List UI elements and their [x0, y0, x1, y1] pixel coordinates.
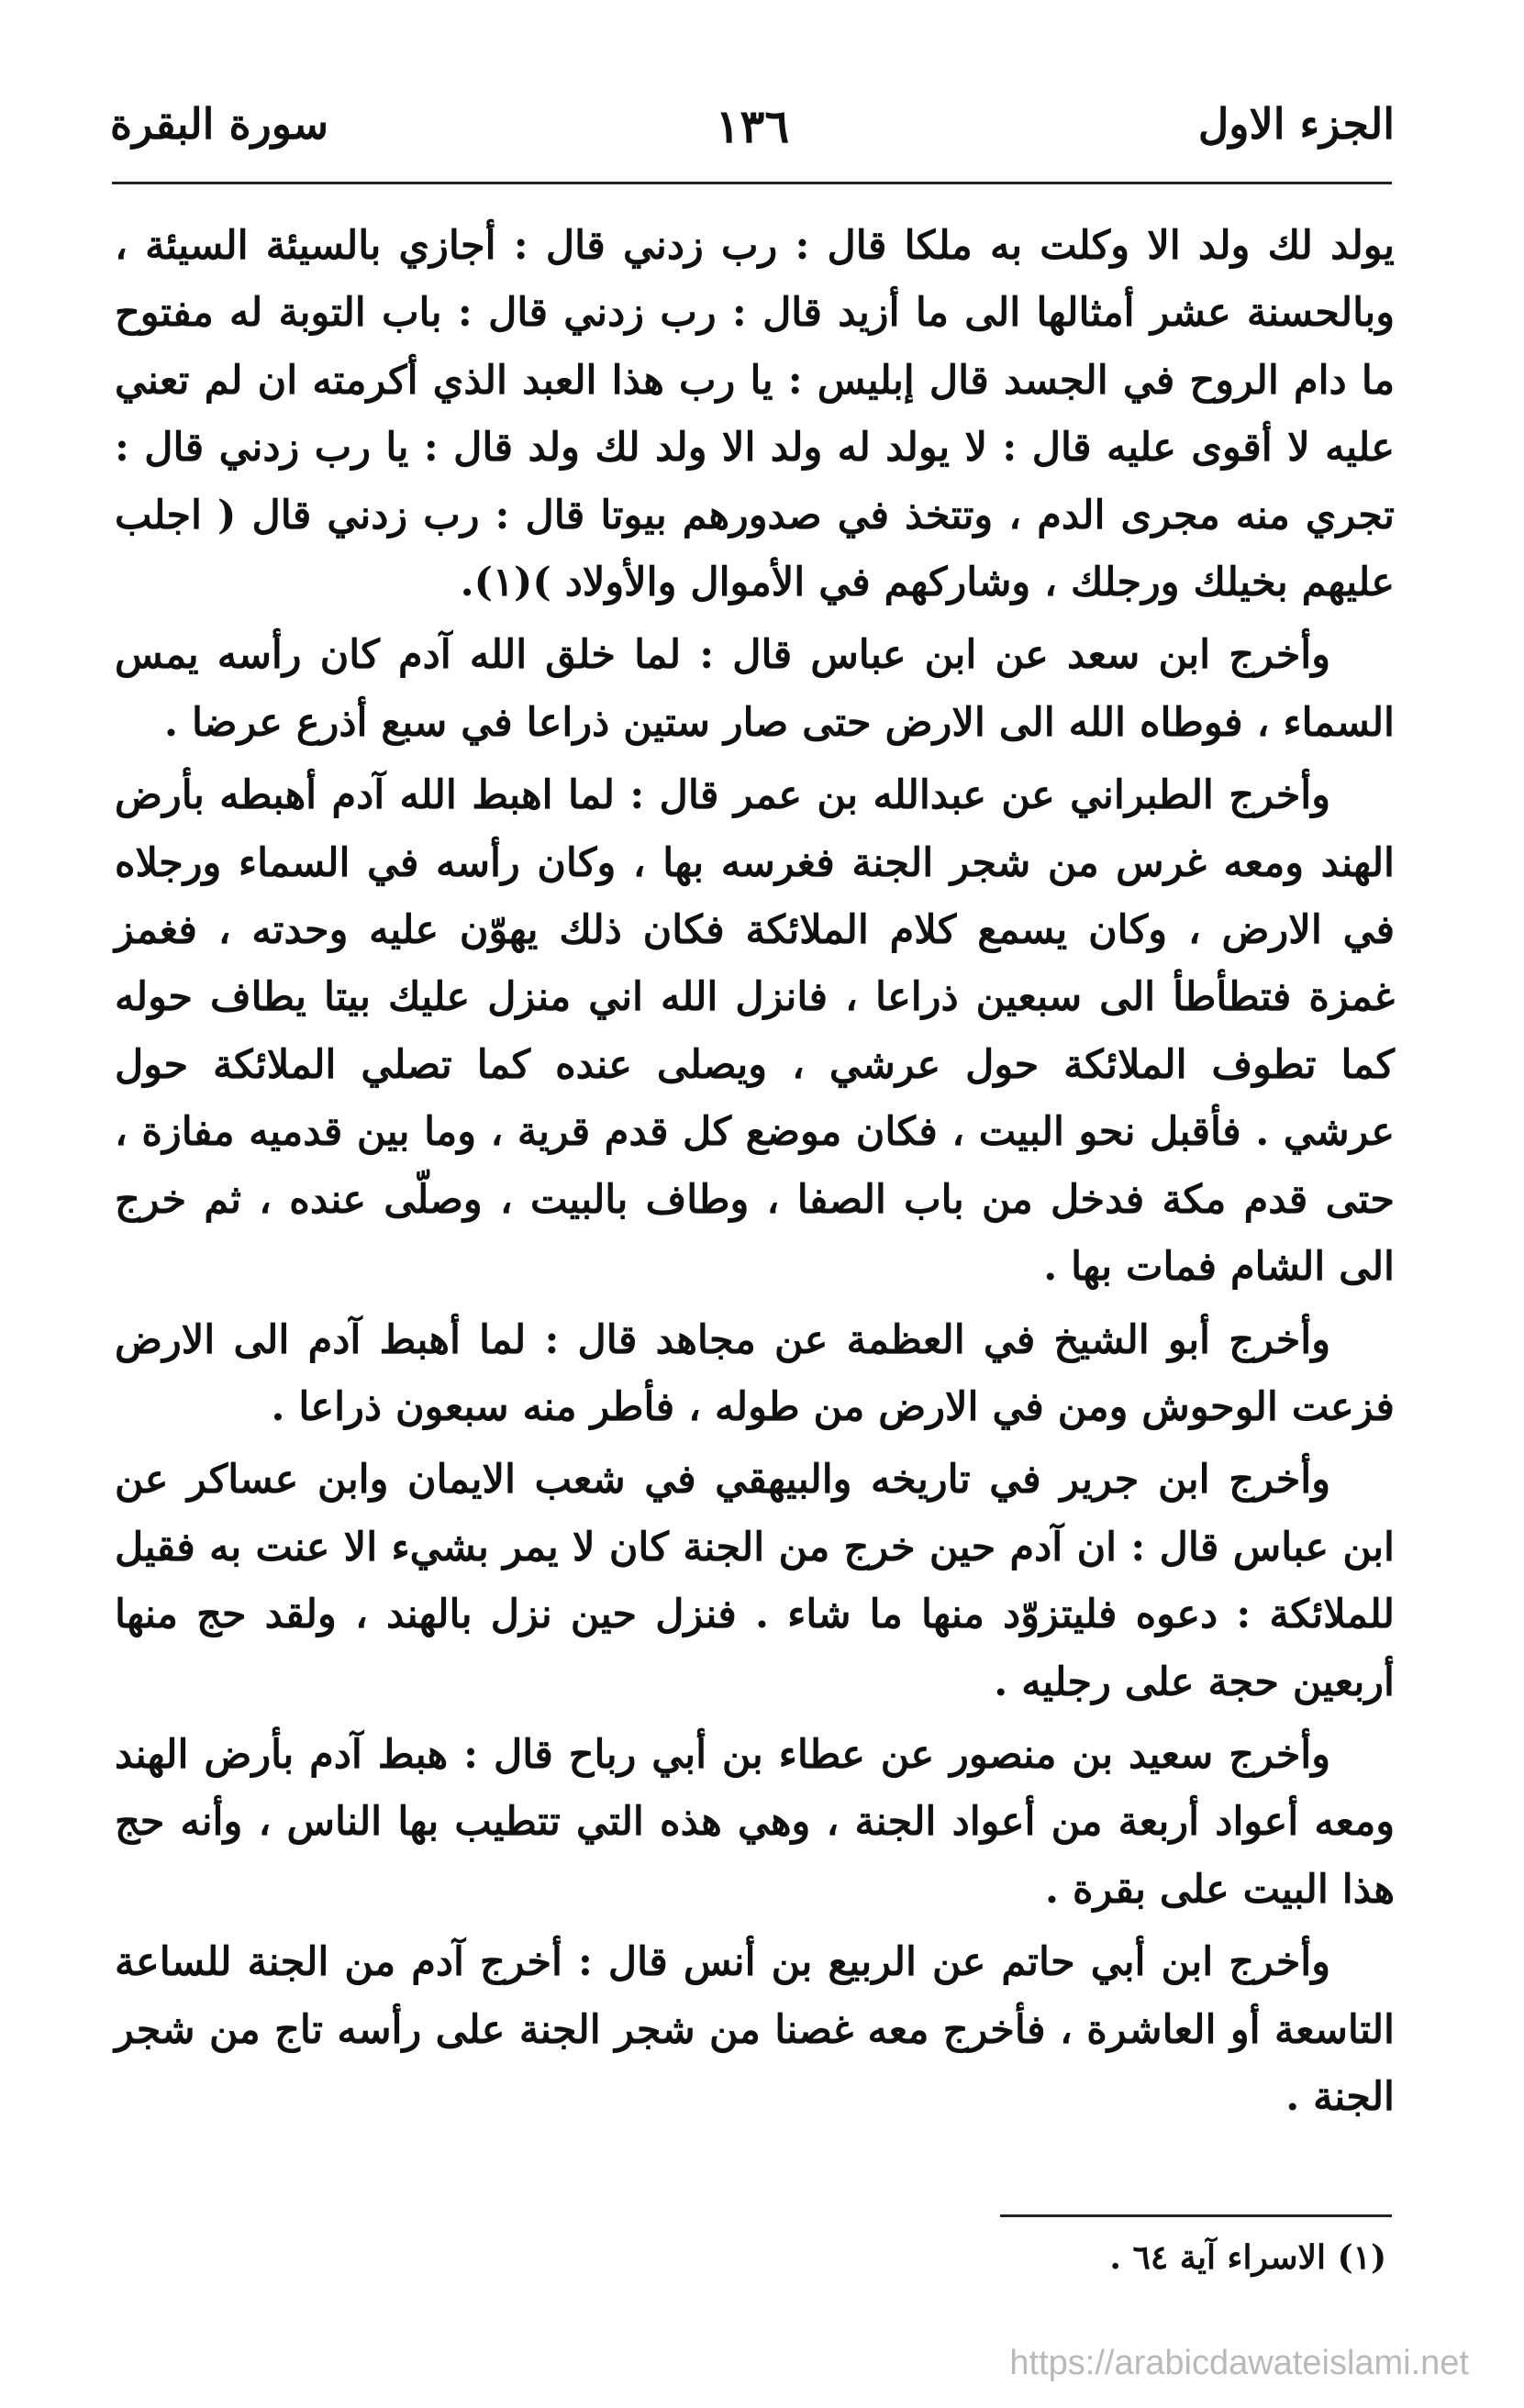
watermark-url: https://arabicdawateislami.net	[1009, 2344, 1469, 2382]
paragraph: وأخرج الطبراني عن عبدالله بن عمر قال : لما اهبط الله آدم أهبطه بأرض الهند ومعه غرس من شجر الجنة فغرسه بها ، وكان رأسه في السماء ورجلاه في الارض ، وكان يسمع كلام الملائكة فكان ذلك يهوّن عليه وحدته ، فغمز غمزة فتطأطأ الى سبعين ذراعا ، فانزل الله اني منزل عليك بيتا يطاف حوله كما تطوف الملائكة حول عرشي ، ويصلى عنده كما تصلي الملائكة حول عرشي . فأقبل نحو البيت ، فكان موضع كل قدم قرية ، وما بين قدميه مفازة ، حتى قدم مكة فدخل من باب الصفا ، وطاف بالبيت ، وصلّى عنده ، ثم خرج الى الشام فمات بها .	[115, 772, 1395, 1291]
page-number: ١٣٦	[715, 99, 790, 153]
page-header	[110, 99, 1395, 172]
surah-label: سورة البقرة	[110, 99, 329, 149]
paragraph: وأخرج ابن سعد عن ابن عباس قال : لما خلق الله آدم كان رأسه يمس السماء ، فوطاه الله الى الارض حتى صار ستين ذراعا في سبع أذرع عرضا .	[115, 632, 1395, 746]
paragraph: يولد لك ولد الا وكلت به ملكا قال : رب زدني قال : أجازي بالسيئة السيئة ، وبالحسنة عشر أمثالها الى ما أزيد قال : رب زدني قال : باب التوبة له مفتوح ما دام الروح في الجسد قال إبليس : يا رب هذا العبد الذي أكرمته ان لم تعني عليه لا أقوى عليه قال : لا يولد له ولد الا ولد لك ولد قال : يا رب زدني قال : تجري منه مجرى الدم ، وتتخذ في صدورهم بيوتا قال : رب زدني قال ( اجلب عليهم بخيلك ورجلك ، وشاركهم في الأموال والأولاد )(١).	[115, 223, 1395, 606]
paragraph: وأخرج سعيد بن منصور عن عطاء بن أبي رباح قال : هبط آدم بأرض الهند ومعه أعواد أربعة من أعواد الجنة ، وهي هذه التي تتطيب بها الناس ، وأنه حج هذا البيت على بقرة .	[115, 1731, 1395, 1913]
footnote: (١) الاسراء آية ٦٤ .	[1109, 2238, 1386, 2277]
juz-label: الجزء الاول	[1197, 99, 1395, 149]
footnote-rule	[1000, 2214, 1392, 2217]
paragraph: وأخرج ابن جرير في تاريخه والبيهقي في شعب الايمان وابن عساكر عن ابن عباس قال : ان آدم حين خرج من الجنة كان لا يمر بشيء الا عنت به فقيل للملائكة : دعوه فليتزوّد منها ما شاء . فنزل حين نزل بالهند ، ولقد حج منها أربعين حجة على رجليه .	[115, 1457, 1395, 1705]
paragraph: وأخرج أبو الشيخ في العظمة عن مجاهد قال : لما أهبط آدم الى الارض فزعت الوحوش ومن في الارض من طوله ، فأطر منه سبعون ذراعا .	[115, 1316, 1395, 1430]
paragraph: وأخرج ابن أبي حاتم عن الربيع بن أنس قال : أخرج آدم من الجنة للساعة التاسعة أو العاشرة ، فأخرج معه غصنا من شجر الجنة على رأسه تاج من شجر الجنة .	[115, 1939, 1395, 2120]
header-rule	[112, 182, 1392, 184]
main-text	[115, 213, 1395, 2136]
